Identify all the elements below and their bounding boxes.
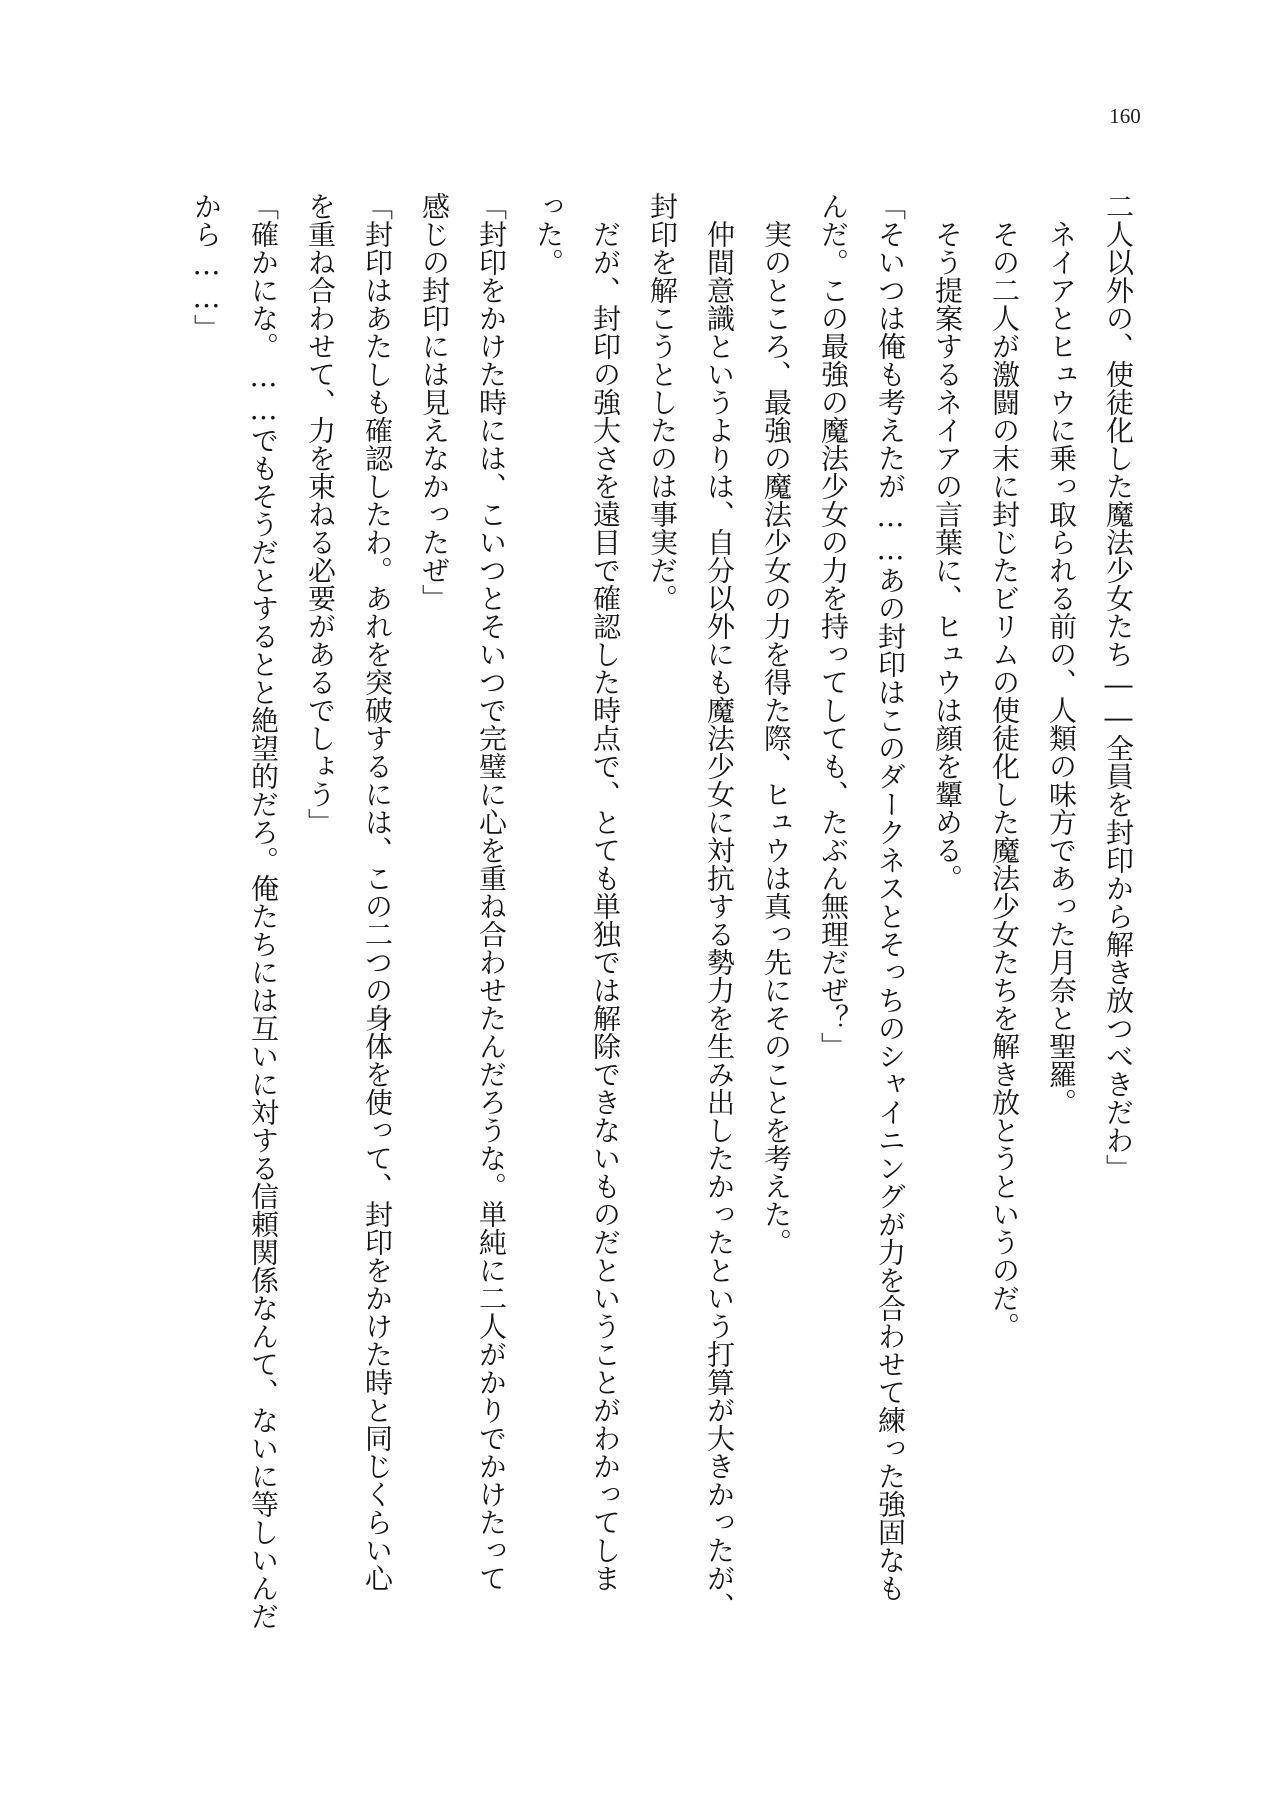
text-line: った。 xyxy=(532,192,565,276)
vertical-text-body xyxy=(178,192,1147,1632)
text-line: 「封印はあたしも確認したわ。あれを突破するには、この二つの身体を使って、封印をかけた時と同じくらい心 xyxy=(361,192,394,1592)
text-line: そう提案するネイアの言葉に、ヒュウは顔を顰める。 xyxy=(931,220,964,892)
text-line: から……」 xyxy=(190,192,223,342)
text-line: 「確かにな。……でもそうだとするとと絶望的だろ。俺たちには互いに対する信頼関係なんて、ないに等しいんだ xyxy=(247,192,280,1630)
text-line: 「封印をかけた時には、こいつとそいつで完璧に心を重ね合わせたんだろうな。単純に二人がかりでかけたって xyxy=(475,192,508,1592)
text-line: 感じの封印には見えなかったぜ」 xyxy=(418,192,451,612)
text-line: んだ。この最強の魔法少女の力を持ってしても、たぶん無理だぜ？」 xyxy=(817,192,850,1060)
text-line: 実のところ、最強の魔法少女の力を得た際、ヒュウは真っ先にそのことを考えた。 xyxy=(760,220,793,1256)
text-line: 封印を解こうとしたのは事実だ。 xyxy=(646,192,679,612)
text-line: を重ね合わせて、力を束ねる必要があるでしょう」 xyxy=(304,192,337,836)
text-line: 仲間意識というよりは、自分以外にも魔法少女に対抗する勢力を生み出したかったという打算が大きかったが、 xyxy=(703,220,736,1620)
text-line: ネイアとヒュウに乗っ取られる前の、人類の味方であった月奈と聖羅。 xyxy=(1045,220,1078,1116)
text-line: 「そいつは俺も考えたが……あの封印はこのダークネスとそっちのシャイニングが力を合わせて練った強固なも xyxy=(874,192,907,1602)
text-line: 二人以外の、使徒化した魔法少女たち――全員を封印から解き放つべきだわ」 xyxy=(1102,192,1135,1182)
page-number: 160 xyxy=(1109,104,1141,128)
text-line: だが、封印の強大さを遠目で確認した時点で、とても単独では解除できないものだということがわかってしま xyxy=(589,220,622,1592)
text-line: その二人が激闘の末に封じたビリムの使徒化した魔法少女たちを解き放とうというのだ。 xyxy=(988,220,1021,1340)
